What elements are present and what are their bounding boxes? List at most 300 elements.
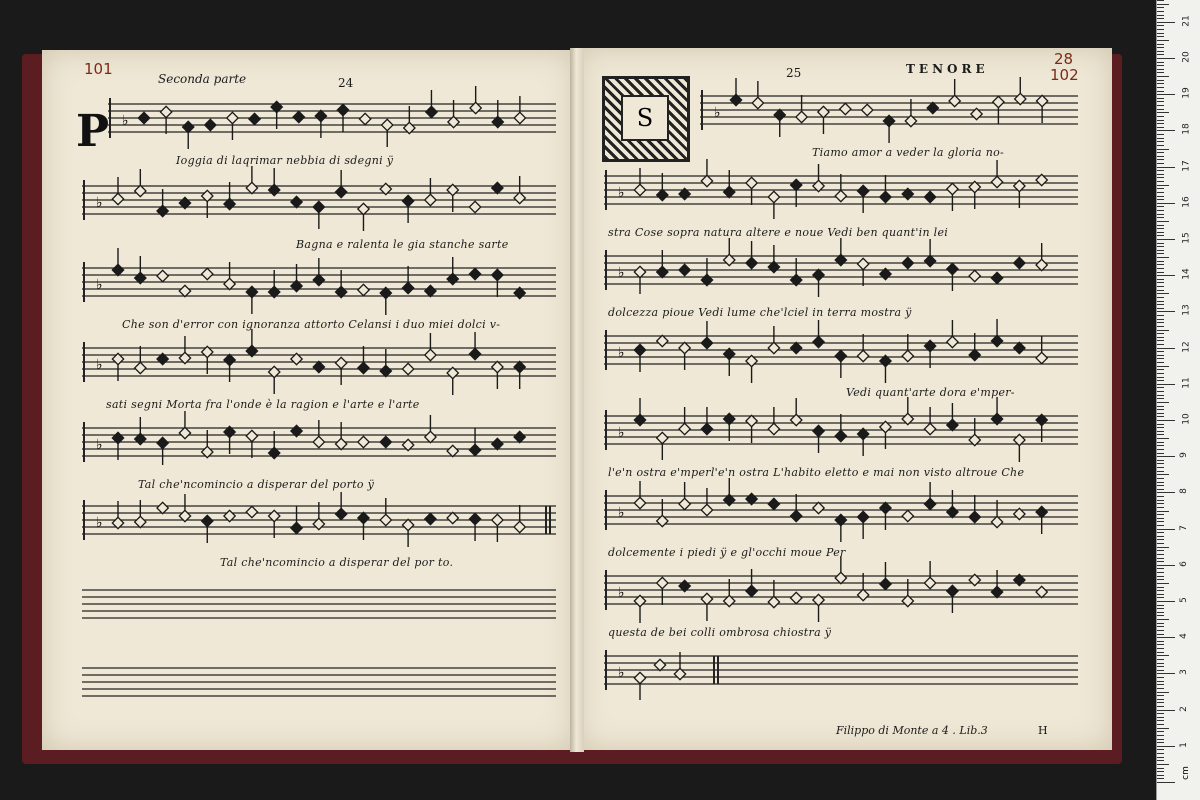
note-head	[313, 274, 324, 285]
ruler-tick	[1157, 720, 1164, 721]
flat-sign: ♭	[96, 437, 103, 453]
ruler-tick	[1157, 518, 1164, 519]
ruler-tick	[1157, 615, 1164, 616]
note-head	[768, 342, 779, 353]
ruler-tick	[1157, 438, 1169, 439]
note-head	[835, 430, 846, 441]
ruler-tick	[1157, 579, 1164, 580]
note-head	[380, 514, 391, 525]
note-head	[924, 191, 935, 202]
right-lyric-line-5: l'e'n ostra e'mperl'e'n ostra L'habito eletto e mai non visto altroue Che	[608, 466, 1025, 479]
ruler-tick	[1157, 369, 1164, 370]
ruler-tick	[1157, 652, 1164, 653]
ruler-tick	[1157, 127, 1164, 128]
ruler-tick	[1157, 330, 1169, 331]
ruler-tick	[1157, 590, 1164, 591]
ruler-tick	[1157, 757, 1164, 758]
ruler-tick	[1157, 724, 1164, 725]
right-lyric-line-1: Tiamo amor a veder la gloria no-	[812, 146, 1005, 159]
ruler-tick	[1157, 54, 1164, 55]
ruler-tick	[1157, 18, 1164, 19]
ruler-label: 20	[1181, 51, 1192, 63]
right-staff-7	[604, 570, 1078, 612]
ruler-tick	[1157, 507, 1164, 508]
note-head	[991, 335, 1002, 346]
ruler-tick	[1157, 467, 1164, 468]
note-head	[291, 196, 302, 207]
ruler-tick	[1157, 192, 1164, 193]
ruler-tick	[1157, 384, 1175, 385]
note-head	[902, 257, 913, 268]
ruler-tick	[1157, 503, 1164, 504]
left-staff-5	[82, 422, 556, 464]
note-head	[358, 436, 369, 447]
ruler-tick	[1157, 159, 1164, 160]
ruler-tick	[1157, 196, 1164, 197]
note-head	[679, 264, 690, 275]
ruler-tick	[1157, 98, 1164, 99]
ruler-tick	[1157, 11, 1164, 12]
ruler-tick	[1157, 33, 1164, 34]
ruler-tick	[1157, 185, 1169, 186]
right-staff-8	[604, 650, 1078, 692]
ruler-tick	[1157, 40, 1169, 41]
note-head	[947, 419, 958, 430]
ruler-tick	[1157, 340, 1164, 341]
ruler-tick	[1157, 387, 1164, 388]
ruler-tick	[1157, 214, 1164, 215]
note-head	[880, 502, 891, 513]
ruler-tick	[1157, 210, 1164, 211]
ruler-label: 12	[1181, 340, 1192, 353]
ruler-tick	[1157, 51, 1164, 52]
note-head	[425, 349, 436, 360]
ruler-tick	[1157, 634, 1164, 635]
note-head	[991, 272, 1002, 283]
left-lyric-line-5: Tal che'ncomincio a disperar del porto ÿ	[138, 478, 375, 491]
ruler-tick	[1157, 29, 1164, 30]
ruler-tick	[1157, 583, 1169, 584]
note-head	[358, 284, 369, 295]
ruler-tick	[1157, 445, 1164, 446]
note-head	[858, 511, 869, 522]
ruler-tick	[1157, 109, 1164, 110]
ruler-label: 2	[1178, 705, 1189, 712]
right-staff-6	[604, 490, 1078, 532]
ruler-tick	[1157, 47, 1164, 48]
ruler-tick	[1157, 301, 1164, 302]
note-head	[924, 423, 935, 434]
ruler-tick	[1157, 326, 1164, 327]
note-head	[402, 282, 413, 293]
ruler-tick	[1157, 449, 1164, 450]
note-head	[634, 266, 645, 277]
ruler-tick	[1157, 420, 1175, 421]
note-head	[634, 184, 645, 195]
note-head	[135, 516, 146, 527]
ruler-tick	[1157, 764, 1169, 765]
ruler-tick	[1157, 377, 1164, 378]
note-head	[492, 438, 503, 449]
note-head	[135, 362, 146, 373]
ruler-tick	[1157, 688, 1164, 689]
note-head	[969, 270, 980, 281]
note-head	[902, 350, 913, 361]
note-head	[291, 522, 302, 533]
signature-mark: H	[1038, 724, 1048, 737]
ruler-tick	[1157, 648, 1164, 649]
note-head	[701, 593, 712, 604]
note-head	[469, 348, 480, 359]
ruler-label: 17	[1181, 159, 1192, 172]
note-head	[492, 514, 503, 525]
note-head	[1036, 259, 1047, 270]
right-page-number: 25	[786, 66, 802, 80]
ruler-tick	[1157, 594, 1164, 595]
note-head	[840, 103, 851, 114]
ruler-label: 21	[1181, 15, 1192, 27]
note-head	[768, 423, 779, 434]
ruler-tick	[1157, 297, 1164, 298]
left-page-number: 24	[338, 76, 354, 90]
note-head	[380, 436, 391, 447]
ruler-tick	[1157, 156, 1164, 157]
ruler-tick	[1157, 44, 1164, 45]
ruler-tick	[1157, 199, 1164, 200]
ruler-tick	[1157, 391, 1164, 392]
ruler-tick	[1157, 141, 1164, 142]
note-head	[1036, 586, 1047, 597]
note-head	[768, 596, 779, 607]
ruler-tick	[1157, 163, 1164, 164]
note-head	[774, 109, 785, 120]
note-head	[202, 268, 213, 279]
note-head	[447, 445, 458, 456]
note-head	[336, 508, 347, 519]
ruler-tick	[1157, 561, 1164, 562]
ruler-tick	[1157, 170, 1164, 171]
ruler-tick	[1157, 782, 1175, 783]
note-head	[183, 121, 194, 132]
left-handwritten-page-number: 101	[84, 60, 113, 78]
ruler-tick	[1157, 149, 1169, 150]
note-head	[202, 515, 213, 526]
ruler-tick	[1157, 87, 1164, 88]
note-head	[862, 104, 873, 115]
right-staff-1	[700, 90, 1078, 132]
right-lyric-line-2: stra Cose sopra natura altere e noue Vedi ben quant'in lei	[608, 226, 949, 239]
right-lyric-line-6: dolcemente i piedi ÿ e gl'occhi moue Per	[608, 546, 846, 559]
note-head	[336, 186, 347, 197]
note-head	[1036, 506, 1047, 517]
note-head	[858, 350, 869, 361]
note-head	[469, 444, 480, 455]
note-head	[227, 112, 238, 123]
note-head	[947, 506, 958, 517]
note-head	[746, 177, 757, 188]
note-head	[157, 437, 168, 448]
note-head	[701, 504, 712, 515]
right-lyric-line-4: Vedi quant'arte dora e'mper-	[846, 386, 1015, 399]
ruler-tick	[1157, 699, 1164, 700]
right-staff-5	[604, 410, 1078, 452]
ruler-tick	[1157, 626, 1164, 627]
ruler-tick	[1157, 167, 1175, 168]
ruler-tick	[1157, 319, 1164, 320]
flat-sign: ♭	[618, 265, 625, 281]
ruler-tick	[1157, 768, 1164, 769]
note-head	[402, 519, 413, 530]
note-head	[112, 193, 123, 204]
note-head	[224, 278, 235, 289]
ruler-tick	[1157, 608, 1164, 609]
initial-letter: S	[621, 95, 669, 141]
note-head	[358, 362, 369, 373]
note-head	[313, 201, 324, 212]
note-head	[336, 357, 347, 368]
ruler-tick	[1157, 286, 1164, 287]
book-gutter	[570, 48, 584, 752]
note-head	[425, 194, 436, 205]
ruler-label: 6	[1178, 560, 1189, 567]
measurement-ruler	[1156, 0, 1200, 800]
ruler-tick	[1157, 76, 1169, 77]
note-head	[402, 195, 413, 206]
flat-sign: ♭	[618, 585, 625, 601]
ruler-tick	[1157, 181, 1164, 182]
ruler-tick	[1157, 257, 1169, 258]
note-head	[358, 203, 369, 214]
note-head	[313, 436, 324, 447]
note-head	[657, 577, 668, 588]
flat-sign: ♭	[96, 195, 103, 211]
ruler-tick	[1157, 666, 1164, 667]
ruler-tick	[1157, 22, 1175, 23]
ruler-tick	[1157, 380, 1164, 381]
ruler-tick	[1157, 775, 1164, 776]
note-head	[991, 176, 1002, 187]
ruler-tick	[1157, 293, 1169, 294]
note-head	[991, 516, 1002, 527]
flat-sign: ♭	[618, 345, 625, 361]
flat-sign: ♭	[618, 425, 625, 441]
note-head	[701, 337, 712, 348]
ruler-tick	[1157, 532, 1164, 533]
right-handwritten-page-number: 102	[1050, 66, 1079, 84]
ruler-tick	[1157, 539, 1164, 540]
note-head	[701, 175, 712, 186]
ruler-tick	[1157, 333, 1164, 334]
note-head	[514, 361, 525, 372]
ruler-tick	[1157, 489, 1164, 490]
note-head	[425, 513, 436, 524]
ruler-tick	[1157, 246, 1164, 247]
ruler-tick	[1157, 558, 1164, 559]
ruler-label: 13	[1181, 304, 1192, 317]
ruler-tick	[1157, 597, 1164, 598]
note-head	[746, 415, 757, 426]
ruler-tick	[1157, 749, 1164, 750]
note-head	[1036, 352, 1047, 363]
flat-sign: ♭	[96, 277, 103, 293]
note-head	[634, 344, 645, 355]
note-head	[246, 182, 257, 193]
note-head	[293, 111, 304, 122]
ruler-tick	[1157, 188, 1164, 189]
note-head	[179, 427, 190, 438]
ruler-tick	[1157, 134, 1164, 135]
note-head	[249, 113, 260, 124]
left-page-header: Seconda parte	[158, 72, 247, 86]
note-head	[112, 264, 123, 275]
ruler-tick	[1157, 641, 1164, 642]
ruler-tick	[1157, 225, 1164, 226]
note-head	[752, 97, 763, 108]
ruler-tick	[1157, 145, 1164, 146]
note-head	[425, 431, 436, 442]
decorated-initial-p: P	[76, 106, 110, 157]
ruler-tick	[1157, 434, 1164, 435]
note-head	[701, 423, 712, 434]
ruler-tick	[1157, 25, 1164, 26]
flat-sign: ♭	[618, 665, 625, 681]
ruler-tick	[1157, 272, 1164, 273]
note-head	[1014, 342, 1025, 353]
note-head	[315, 110, 326, 121]
ruler-tick	[1157, 536, 1164, 537]
left-lyric-line-4: sati segni Morta fra l'onde è la ragion e l'arte e l'arte	[106, 398, 420, 411]
ruler-tick	[1157, 351, 1164, 352]
ruler-tick	[1157, 601, 1175, 602]
ruler-tick	[1157, 460, 1164, 461]
note-head	[746, 585, 757, 596]
ruler-tick	[1157, 605, 1164, 606]
ruler-tick	[1157, 112, 1169, 113]
note-head	[858, 258, 869, 269]
ruler-tick	[1157, 547, 1169, 548]
note-head	[924, 577, 935, 588]
ruler-tick	[1157, 731, 1164, 732]
ruler-tick	[1157, 83, 1164, 84]
ruler-label: 18	[1181, 123, 1192, 136]
note-head	[224, 354, 235, 365]
note-head	[768, 498, 779, 509]
right-staff-2	[604, 170, 1078, 212]
ruler-tick	[1157, 746, 1175, 747]
ruler-tick	[1157, 72, 1164, 73]
ruler-tick	[1157, 235, 1164, 236]
note-head	[835, 190, 846, 201]
ruler-tick	[1157, 612, 1164, 613]
ruler-tick	[1157, 655, 1169, 656]
note-head	[791, 342, 802, 353]
ruler-tick	[1157, 778, 1164, 779]
ruler-tick	[1157, 739, 1164, 740]
ruler-tick	[1157, 80, 1164, 81]
ruler-tick	[1157, 576, 1164, 577]
ruler-tick	[1157, 565, 1175, 566]
note-head	[426, 106, 437, 117]
note-head	[1036, 95, 1047, 106]
right-lyric-line-7: questa de bei colli ombrosa chiostra ÿ	[608, 626, 832, 639]
left-lyric-line-1: Ioggia di laqrimar nebbia di sdegni ÿ	[176, 154, 394, 167]
note-head	[336, 438, 347, 449]
note-head	[746, 257, 757, 268]
ruler-tick	[1157, 670, 1164, 671]
ruler-label: 3	[1178, 669, 1189, 676]
ruler-tick	[1157, 684, 1164, 685]
ruler-tick	[1157, 402, 1169, 403]
flat-sign: ♭	[96, 515, 103, 531]
ruler-tick	[1157, 659, 1164, 660]
ruler-tick	[1157, 728, 1169, 729]
ruler-tick	[1157, 177, 1164, 178]
ruler-tick	[1157, 221, 1169, 222]
note-head	[791, 179, 802, 190]
ruler-tick	[1157, 753, 1164, 754]
ruler-tick	[1157, 268, 1164, 269]
ruler-tick	[1157, 413, 1164, 414]
ruler-label: 19	[1181, 87, 1192, 99]
ruler-tick	[1157, 717, 1164, 718]
ruler-tick	[1157, 355, 1164, 356]
ruler-tick	[1157, 232, 1164, 233]
ruler-tick	[1157, 395, 1164, 396]
ruler-tick	[1157, 406, 1164, 407]
note-head	[1014, 257, 1025, 268]
ruler-tick	[1157, 373, 1164, 374]
ruler-tick	[1157, 69, 1164, 70]
note-head	[768, 191, 779, 202]
ruler-tick	[1157, 138, 1164, 139]
ruler-tick	[1157, 529, 1175, 530]
ruler-tick	[1157, 253, 1164, 254]
ruler-tick	[1157, 116, 1164, 117]
note-head	[969, 511, 980, 522]
note-head	[313, 361, 324, 372]
note-head	[858, 185, 869, 196]
ruler-tick	[1157, 482, 1164, 483]
ruler-tick	[1157, 243, 1164, 244]
note-head	[380, 365, 391, 376]
ruler-tick	[1157, 348, 1175, 349]
note-head	[337, 104, 348, 115]
ruler-tick	[1157, 4, 1169, 5]
ruler-tick	[1157, 511, 1169, 512]
note-head	[382, 119, 393, 130]
ruler-tick	[1157, 695, 1164, 696]
note-head	[492, 269, 503, 280]
ruler-tick	[1157, 322, 1164, 323]
note-head	[991, 586, 1002, 597]
note-head	[679, 342, 690, 353]
ruler-label: 4	[1178, 633, 1189, 640]
note-head	[813, 336, 824, 347]
ruler-tick	[1157, 311, 1175, 312]
ruler-tick	[1157, 735, 1164, 736]
note-head	[359, 113, 370, 124]
note-head	[492, 361, 503, 372]
ruler-tick	[1157, 550, 1164, 551]
ruler-tick	[1157, 203, 1175, 204]
note-head	[469, 268, 480, 279]
ruler-tick	[1157, 344, 1164, 345]
ruler-unit: cm	[1180, 766, 1191, 780]
ruler-tick	[1157, 239, 1175, 240]
note-head	[657, 432, 668, 443]
note-head	[993, 96, 1004, 107]
ruler-label: 14	[1181, 268, 1192, 280]
